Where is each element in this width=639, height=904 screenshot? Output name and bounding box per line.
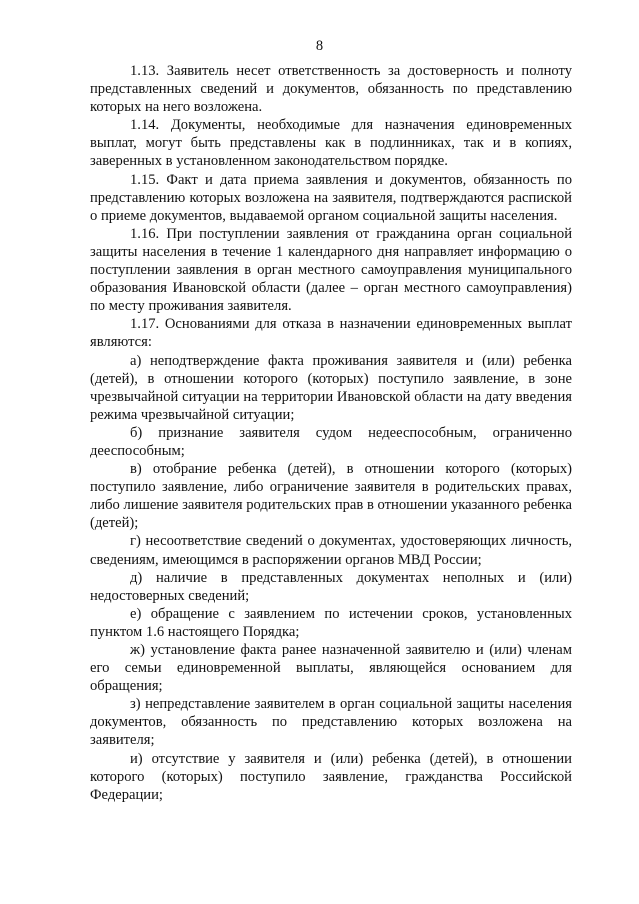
paragraph-1-16: 1.16. При поступлении заявления от гражданина орган социальной защиты населения в течение 1 календарного дня направляет информацию о поступлении заявления в орган местного самоуправления муниципального образования Ивановской области (далее – орган местного самоуправления) по месту проживания заявителя. (90, 225, 572, 315)
paragraph-1-15: 1.15. Факт и дата приема заявления и документов, обязанность по представлению которых возложена на заявителя, подтверждаются распиской о приеме документов, выдаваемой органом социальной защиты населения. (90, 171, 572, 224)
paragraph-1-17: 1.17. Основаниями для отказа в назначении единовременных выплат являются: (90, 316, 572, 351)
list-item-b: б) признание заявителя судом недееспособным, ограниченно дееспособным; (90, 424, 572, 459)
list-item-e: е) обращение с заявлением по истечении сроков, установленных пунктом 1.6 настоящего Порядка; (90, 605, 572, 640)
list-item-g: г) несоответствие сведений о документах, удостоверяющих личность, сведениям, имеющимся в распоряжении органов МВД России; (90, 533, 572, 568)
list-item-i: и) отсутствие у заявителя и (или) ребенка (детей), в отношении которого (которых) поступило заявление, гражданства Российской Федерации; (90, 750, 572, 803)
list-item-z: з) непредставление заявителем в орган социальной защиты населения документов, обязанность по представлению которых возложена на заявителя; (90, 696, 572, 749)
page-number: 8 (315, 38, 324, 54)
list-item-v: в) отобрание ребенка (детей), в отношении которого (которых) поступило заявление, либо ограничение заявителя в родительских правах, либо лишение заявителя родительских прав в отношении указанного ребенка (детей); (90, 461, 572, 532)
list-item-zh: ж) установление факта ранее назначенной заявителю и (или) членам его семьи единовременной выплаты, являющейся основанием для обращения; (90, 642, 572, 695)
paragraph-1-13: 1.13. Заявитель несет ответственность за достоверность и полноту представленных сведений и документов, обязанность по представлению которых на него возложена. (90, 63, 572, 116)
document-body (90, 62, 572, 804)
list-item-d: д) наличие в представленных документах неполных и (или) недостоверных сведений; (90, 569, 572, 604)
paragraph-1-14: 1.14. Документы, необходимые для назначения единовременных выплат, могут быть представлены как в подлинниках, так и в копиях, заверенных в установленном законодательством порядке. (90, 117, 572, 170)
list-item-a: а) неподтверждение факта проживания заявителя и (или) ребенка (детей), в отношении которого (которых) поступило заявление, в зоне чрезвычайной ситуации на территории Ивановской области на дату введения режима чрезвычайной ситуации; (90, 352, 572, 423)
